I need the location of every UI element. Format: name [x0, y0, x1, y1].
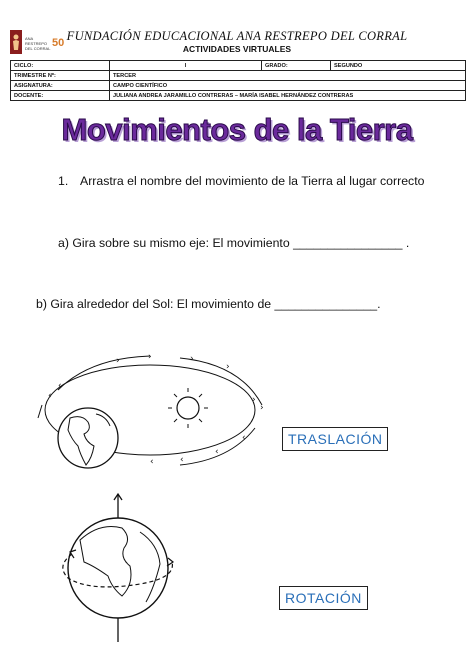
question-b-drop-target[interactable]: b) Gira alrededor del Sol: El movimiento de _______________.: [36, 297, 381, 311]
table-row: [11, 61, 466, 71]
sun-icon: [168, 388, 208, 428]
docente-label: DOCENTE:: [11, 91, 110, 101]
table-row: [11, 81, 466, 91]
svg-text:›: ›: [190, 354, 194, 364]
grado-label: GRADO:: [262, 61, 331, 71]
svg-text:ANA: ANA: [25, 36, 34, 41]
svg-text:DEL CORRAL: DEL CORRAL: [25, 46, 51, 51]
svg-text:›: ›: [252, 395, 256, 405]
ciclo-label: CICLO:: [11, 61, 110, 71]
question-number: 1.: [58, 174, 69, 188]
rotacion-draggable[interactable]: ROTACIÓN: [279, 586, 368, 610]
docente-value: JULIANA ANDREA JARAMILLO CONTRERAS – MARÍA ISABEL HERNÁNDEZ CONTRERAS: [110, 91, 466, 101]
svg-text:‹: ‹: [180, 455, 184, 465]
trimestre-label: TRIMESTRE Nº:: [11, 71, 110, 81]
trimestre-value: TERCER: [110, 71, 466, 81]
svg-text:‹: ‹: [48, 391, 52, 401]
asignatura-label: ASIGNATURA:: [11, 81, 110, 91]
info-table: [10, 60, 466, 101]
ciclo-value: I: [110, 61, 262, 71]
svg-text:‹: ‹: [150, 457, 154, 467]
page-title: Movimientos de la Tierra: [61, 112, 413, 147]
svg-text:‹: ‹: [58, 381, 62, 391]
svg-text:›: ›: [116, 356, 120, 366]
grado-value: SEGUNDO: [331, 61, 466, 71]
asignatura-value: CAMPO CIENTÍFICO: [110, 81, 466, 91]
svg-text:›: ›: [148, 352, 152, 362]
question-a-drop-target[interactable]: a) Gira sobre su mismo eje: El movimiento ________________ .: [58, 236, 410, 250]
earth-icon: [58, 408, 118, 468]
rotation-illustration: [50, 492, 190, 652]
activity-subtitle: ACTIVIDADES VIRTUALES: [182, 44, 292, 54]
svg-text:50: 50: [52, 37, 65, 49]
table-row: [11, 71, 466, 81]
table-row: [11, 91, 466, 101]
traslacion-draggable[interactable]: TRASLACIÓN: [282, 427, 388, 451]
svg-text:›: ›: [226, 362, 230, 372]
question-1-text: Arrastra el nombre del movimiento de la Tierra al lugar correcto: [80, 174, 425, 188]
svg-text:‹: ‹: [215, 447, 219, 457]
earth-icon: [68, 518, 168, 618]
svg-text:RESTREPO: RESTREPO: [25, 41, 48, 46]
question-1: [58, 172, 438, 191]
orbit-illustration: [30, 350, 270, 475]
svg-text:›: ›: [260, 403, 264, 413]
svg-text:‹: ‹: [242, 433, 246, 443]
org-title: FUNDACIÓN EDUCACIONAL ANA RESTREPO DEL CORRAL: [66, 29, 408, 43]
